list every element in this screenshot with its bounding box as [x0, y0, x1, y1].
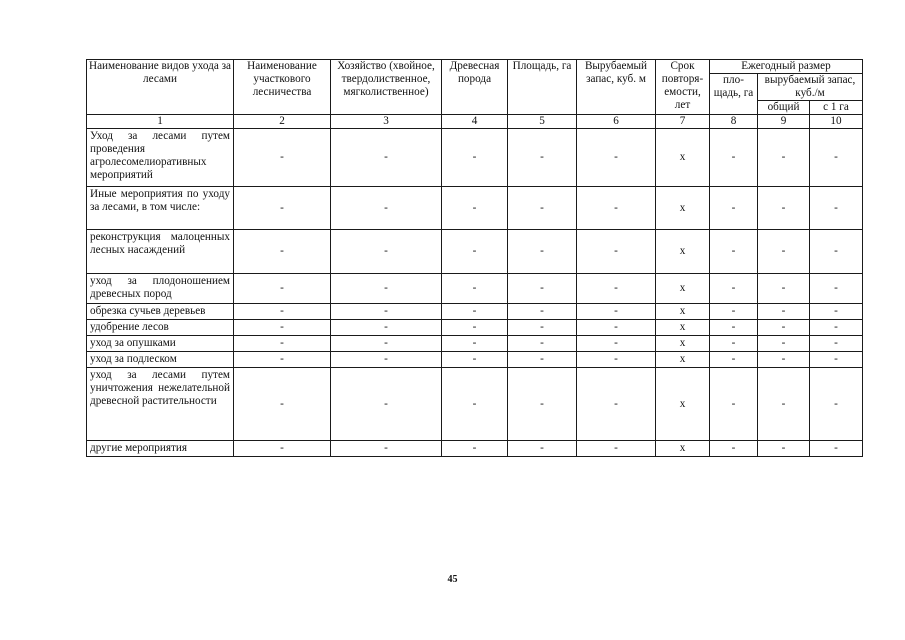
row-value: -: [442, 230, 508, 274]
row-value: -: [810, 274, 863, 304]
row-value: -: [234, 304, 331, 320]
column-number: 9: [758, 115, 810, 129]
row-value: -: [234, 187, 331, 230]
row-value: -: [710, 368, 758, 441]
row-value: -: [810, 304, 863, 320]
column-numbers-row: [87, 115, 863, 129]
row-value: -: [577, 336, 656, 352]
row-value: -: [710, 274, 758, 304]
row-value: -: [758, 320, 810, 336]
column-number: 3: [331, 115, 442, 129]
column-number: 8: [710, 115, 758, 129]
row-value: -: [442, 129, 508, 187]
table-row: [87, 336, 863, 352]
row-value: -: [758, 304, 810, 320]
row-value: -: [810, 129, 863, 187]
row-value: -: [577, 320, 656, 336]
row-value: -: [442, 368, 508, 441]
row-value: -: [331, 274, 442, 304]
row-value: -: [710, 320, 758, 336]
row-value: -: [758, 368, 810, 441]
row-value: -: [442, 274, 508, 304]
row-value: -: [331, 304, 442, 320]
table-row: [87, 304, 863, 320]
row-name: удобрение лесов: [87, 320, 234, 336]
column-number: 7: [656, 115, 710, 129]
forest-care-table: [86, 59, 863, 457]
row-value: -: [710, 336, 758, 352]
row-value: -: [331, 187, 442, 230]
row-name: уход за лесами путем уничтожения нежелательной древесной растительности: [87, 368, 234, 441]
row-value: х: [656, 274, 710, 304]
row-value: -: [508, 336, 577, 352]
row-value: -: [810, 368, 863, 441]
row-value: -: [710, 441, 758, 457]
row-name: реконструкция малоценных лесных насаждений: [87, 230, 234, 274]
row-value: -: [577, 230, 656, 274]
row-value: -: [758, 336, 810, 352]
table-row: [87, 187, 863, 230]
row-value: -: [710, 304, 758, 320]
row-value: -: [234, 274, 331, 304]
page-number: 45: [447, 574, 458, 585]
row-name: уход за плодоношением древесных пород: [87, 274, 234, 304]
row-value: -: [508, 352, 577, 368]
header-area: Площадь, га: [508, 60, 577, 115]
row-value: -: [710, 230, 758, 274]
header-forestry: Наименование участкового лесничества: [234, 60, 331, 115]
row-value: -: [234, 368, 331, 441]
row-value: х: [656, 352, 710, 368]
column-number: 4: [442, 115, 508, 129]
row-value: -: [331, 336, 442, 352]
row-value: -: [234, 441, 331, 457]
row-value: -: [508, 274, 577, 304]
row-value: -: [331, 230, 442, 274]
row-value: -: [577, 352, 656, 368]
row-value: -: [577, 129, 656, 187]
row-value: -: [442, 441, 508, 457]
row-value: -: [442, 304, 508, 320]
row-value: х: [656, 320, 710, 336]
row-value: -: [710, 129, 758, 187]
table-row: [87, 441, 863, 457]
header-volume-total: общий: [758, 101, 810, 115]
row-name: обрезка сучьев деревьев: [87, 304, 234, 320]
row-value: -: [508, 129, 577, 187]
row-value: х: [656, 187, 710, 230]
row-value: -: [810, 230, 863, 274]
row-name: Уход за лесами путем проведения агролесомелиоративных мероприятий: [87, 129, 234, 187]
row-value: х: [656, 129, 710, 187]
row-value: -: [508, 368, 577, 441]
row-value: -: [331, 368, 442, 441]
row-value: -: [234, 352, 331, 368]
table-row: [87, 129, 863, 187]
row-value: -: [234, 129, 331, 187]
row-value: -: [710, 187, 758, 230]
row-name: другие мероприятия: [87, 441, 234, 457]
header-annual-volume: вырубаемый запас, куб./м: [758, 74, 863, 101]
row-value: -: [758, 129, 810, 187]
table-row: [87, 320, 863, 336]
header-annual-size: Ежегодный размер: [710, 60, 863, 74]
row-value: -: [758, 352, 810, 368]
row-value: х: [656, 336, 710, 352]
row-value: -: [508, 230, 577, 274]
row-value: -: [442, 187, 508, 230]
header-species: Древесная порода: [442, 60, 508, 115]
row-value: -: [234, 336, 331, 352]
header-annual-area: пло-щадь, га: [710, 74, 758, 115]
header-volume: Вырубаемый запас, куб. м: [577, 60, 656, 115]
header-care-type: Наименование видов ухода за лесами: [87, 60, 234, 115]
table-row: [87, 230, 863, 274]
row-value: -: [577, 304, 656, 320]
row-value: -: [810, 320, 863, 336]
row-value: -: [577, 368, 656, 441]
row-value: -: [331, 441, 442, 457]
row-value: -: [577, 441, 656, 457]
row-value: х: [656, 368, 710, 441]
row-name: уход за опушками: [87, 336, 234, 352]
row-value: -: [508, 187, 577, 230]
row-value: -: [577, 274, 656, 304]
row-value: х: [656, 230, 710, 274]
row-value: -: [810, 352, 863, 368]
row-value: -: [758, 230, 810, 274]
row-value: -: [331, 129, 442, 187]
row-value: -: [758, 187, 810, 230]
row-value: -: [234, 320, 331, 336]
row-value: -: [810, 187, 863, 230]
row-value: -: [508, 304, 577, 320]
row-value: -: [331, 320, 442, 336]
column-number: 5: [508, 115, 577, 129]
row-value: -: [442, 320, 508, 336]
row-value: х: [656, 304, 710, 320]
row-value: -: [577, 187, 656, 230]
row-value: -: [710, 352, 758, 368]
table-body: [87, 129, 863, 457]
row-value: -: [758, 441, 810, 457]
row-value: х: [656, 441, 710, 457]
column-number: 1: [87, 115, 234, 129]
row-value: -: [442, 336, 508, 352]
row-value: -: [508, 441, 577, 457]
row-value: -: [234, 230, 331, 274]
table-header: [87, 60, 863, 129]
row-value: -: [442, 352, 508, 368]
row-name: уход за подлеском: [87, 352, 234, 368]
column-number: 10: [810, 115, 863, 129]
header-repeat-period: Срок повторя-емости, лет: [656, 60, 710, 115]
table-row: [87, 352, 863, 368]
column-number: 6: [577, 115, 656, 129]
row-value: -: [810, 336, 863, 352]
table-row: [87, 368, 863, 441]
row-value: -: [758, 274, 810, 304]
row-name: Иные мероприятия по уходу за лесами, в том числе:: [87, 187, 234, 230]
row-value: -: [508, 320, 577, 336]
column-number: 2: [234, 115, 331, 129]
row-value: -: [810, 441, 863, 457]
header-volume-per-ha: с 1 га: [810, 101, 863, 115]
header-economy: Хозяйство (хвойное, твердолиственное, мягколиственное): [331, 60, 442, 115]
table-row: [87, 274, 863, 304]
row-value: -: [331, 352, 442, 368]
